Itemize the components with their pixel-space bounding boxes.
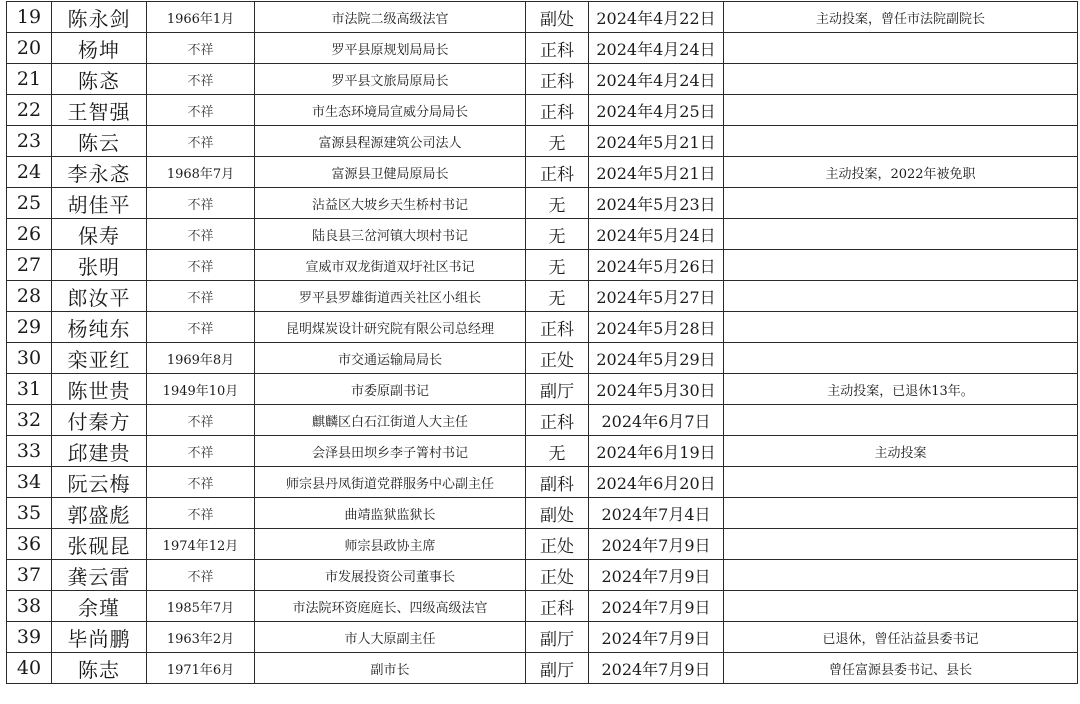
remark-cell: 主动投案，曾任市法院副院长 xyxy=(724,2,1078,33)
birth-date-cell: 不祥 xyxy=(147,219,255,250)
table-row xyxy=(7,157,1078,188)
person-name-cell: 杨坤 xyxy=(52,33,147,64)
birth-date-cell: 不祥 xyxy=(147,281,255,312)
case-date-cell: 2024年5月21日 xyxy=(589,157,724,188)
position-cell: 罗平县原规划局局长 xyxy=(255,33,526,64)
position-cell: 市委原副书记 xyxy=(255,374,526,405)
table-row xyxy=(7,188,1078,219)
birth-date-cell: 不祥 xyxy=(147,312,255,343)
case-date-cell: 2024年7月9日 xyxy=(589,653,724,684)
remark-cell xyxy=(724,498,1078,529)
table-row xyxy=(7,343,1078,374)
rank-level-cell: 正科 xyxy=(526,312,589,343)
row-number-cell: 30 xyxy=(7,343,52,374)
case-date-cell: 2024年4月25日 xyxy=(589,95,724,126)
remark-cell: 主动投案，2022年被免职 xyxy=(724,157,1078,188)
birth-date-cell: 1966年1月 xyxy=(147,2,255,33)
person-name-cell: 毕尚鹏 xyxy=(52,622,147,653)
table-row xyxy=(7,281,1078,312)
case-date-cell: 2024年5月23日 xyxy=(589,188,724,219)
birth-date-cell: 不祥 xyxy=(147,498,255,529)
rank-level-cell: 副厅 xyxy=(526,374,589,405)
birth-date-cell: 1968年7月 xyxy=(147,157,255,188)
person-name-cell: 郭盛彪 xyxy=(52,498,147,529)
row-number-cell: 28 xyxy=(7,281,52,312)
table-row xyxy=(7,2,1078,33)
table-row xyxy=(7,33,1078,64)
case-date-cell: 2024年5月21日 xyxy=(589,126,724,157)
row-number-cell: 24 xyxy=(7,157,52,188)
roster-table xyxy=(6,1,1078,684)
case-date-cell: 2024年7月9日 xyxy=(589,560,724,591)
table-row xyxy=(7,64,1078,95)
rank-level-cell: 正科 xyxy=(526,591,589,622)
rank-level-cell: 副处 xyxy=(526,498,589,529)
position-cell: 富源县卫健局原局长 xyxy=(255,157,526,188)
person-name-cell: 保寿 xyxy=(52,219,147,250)
rank-level-cell: 副科 xyxy=(526,467,589,498)
remark-cell xyxy=(724,64,1078,95)
position-cell: 市法院二级高级法官 xyxy=(255,2,526,33)
remark-cell xyxy=(724,560,1078,591)
table-row xyxy=(7,219,1078,250)
position-cell: 富源县程源建筑公司法人 xyxy=(255,126,526,157)
person-name-cell: 李永忞 xyxy=(52,157,147,188)
row-number-cell: 29 xyxy=(7,312,52,343)
row-number-cell: 21 xyxy=(7,64,52,95)
table-row xyxy=(7,95,1078,126)
table-row xyxy=(7,436,1078,467)
person-name-cell: 杨纯东 xyxy=(52,312,147,343)
remark-cell: 曾任富源县委书记、县长 xyxy=(724,653,1078,684)
rank-level-cell: 正处 xyxy=(526,343,589,374)
table-row xyxy=(7,653,1078,684)
table-row xyxy=(7,591,1078,622)
position-cell: 罗平县文旅局原局长 xyxy=(255,64,526,95)
roster-body xyxy=(7,2,1078,684)
person-name-cell: 张明 xyxy=(52,250,147,281)
table-row xyxy=(7,312,1078,343)
table-row xyxy=(7,467,1078,498)
row-number-cell: 37 xyxy=(7,560,52,591)
row-number-cell: 19 xyxy=(7,2,52,33)
row-number-cell: 36 xyxy=(7,529,52,560)
rank-level-cell: 正科 xyxy=(526,405,589,436)
rank-level-cell: 副厅 xyxy=(526,653,589,684)
remark-cell xyxy=(724,312,1078,343)
case-date-cell: 2024年6月20日 xyxy=(589,467,724,498)
person-name-cell: 邱建贵 xyxy=(52,436,147,467)
position-cell: 曲靖监狱监狱长 xyxy=(255,498,526,529)
person-name-cell: 余瑾 xyxy=(52,591,147,622)
row-number-cell: 23 xyxy=(7,126,52,157)
row-number-cell: 20 xyxy=(7,33,52,64)
case-date-cell: 2024年5月26日 xyxy=(589,250,724,281)
position-cell: 会泽县田坝乡李子箐村书记 xyxy=(255,436,526,467)
rank-level-cell: 无 xyxy=(526,250,589,281)
birth-date-cell: 1963年2月 xyxy=(147,622,255,653)
row-number-cell: 39 xyxy=(7,622,52,653)
position-cell: 市生态环境局宣威分局局长 xyxy=(255,95,526,126)
person-name-cell: 陈志 xyxy=(52,653,147,684)
case-date-cell: 2024年7月9日 xyxy=(589,622,724,653)
birth-date-cell: 不祥 xyxy=(147,95,255,126)
rank-level-cell: 无 xyxy=(526,126,589,157)
birth-date-cell: 不祥 xyxy=(147,250,255,281)
remark-cell xyxy=(724,33,1078,64)
birth-date-cell: 1949年10月 xyxy=(147,374,255,405)
rank-level-cell: 副处 xyxy=(526,2,589,33)
table-row xyxy=(7,374,1078,405)
row-number-cell: 33 xyxy=(7,436,52,467)
rank-level-cell: 正科 xyxy=(526,64,589,95)
position-cell: 陆良县三岔河镇大坝村书记 xyxy=(255,219,526,250)
table-row xyxy=(7,498,1078,529)
table-row xyxy=(7,529,1078,560)
rank-level-cell: 正科 xyxy=(526,95,589,126)
position-cell: 沾益区大坡乡天生桥村书记 xyxy=(255,188,526,219)
rank-level-cell: 无 xyxy=(526,281,589,312)
position-cell: 麒麟区白石江街道人大主任 xyxy=(255,405,526,436)
case-date-cell: 2024年6月7日 xyxy=(589,405,724,436)
position-cell: 罗平县罗雄街道西关社区小组长 xyxy=(255,281,526,312)
person-name-cell: 胡佳平 xyxy=(52,188,147,219)
person-name-cell: 栾亚红 xyxy=(52,343,147,374)
rank-level-cell: 无 xyxy=(526,188,589,219)
birth-date-cell: 不祥 xyxy=(147,33,255,64)
position-cell: 市交通运输局局长 xyxy=(255,343,526,374)
birth-date-cell: 不祥 xyxy=(147,467,255,498)
person-name-cell: 郎汝平 xyxy=(52,281,147,312)
row-number-cell: 25 xyxy=(7,188,52,219)
rank-level-cell: 无 xyxy=(526,219,589,250)
remark-cell xyxy=(724,188,1078,219)
position-cell: 市人大原副主任 xyxy=(255,622,526,653)
rank-level-cell: 正处 xyxy=(526,560,589,591)
person-name-cell: 陈忞 xyxy=(52,64,147,95)
birth-date-cell: 不祥 xyxy=(147,188,255,219)
remark-cell xyxy=(724,219,1078,250)
table-row xyxy=(7,622,1078,653)
remark-cell xyxy=(724,281,1078,312)
birth-date-cell: 不祥 xyxy=(147,405,255,436)
rank-level-cell: 正处 xyxy=(526,529,589,560)
case-date-cell: 2024年5月29日 xyxy=(589,343,724,374)
remark-cell xyxy=(724,343,1078,374)
birth-date-cell: 1985年7月 xyxy=(147,591,255,622)
person-name-cell: 陈永剑 xyxy=(52,2,147,33)
row-number-cell: 27 xyxy=(7,250,52,281)
row-number-cell: 31 xyxy=(7,374,52,405)
position-cell: 宣威市双龙街道双圩社区书记 xyxy=(255,250,526,281)
remark-cell: 主动投案，已退休13年。 xyxy=(724,374,1078,405)
case-date-cell: 2024年4月24日 xyxy=(589,64,724,95)
case-date-cell: 2024年7月4日 xyxy=(589,498,724,529)
table-row xyxy=(7,405,1078,436)
person-name-cell: 陈世贵 xyxy=(52,374,147,405)
case-date-cell: 2024年5月27日 xyxy=(589,281,724,312)
row-number-cell: 22 xyxy=(7,95,52,126)
row-number-cell: 34 xyxy=(7,467,52,498)
table-row xyxy=(7,250,1078,281)
rank-level-cell: 正科 xyxy=(526,33,589,64)
rank-level-cell: 正科 xyxy=(526,157,589,188)
birth-date-cell: 1974年12月 xyxy=(147,529,255,560)
case-date-cell: 2024年6月19日 xyxy=(589,436,724,467)
case-date-cell: 2024年5月28日 xyxy=(589,312,724,343)
case-date-cell: 2024年7月9日 xyxy=(589,591,724,622)
remark-cell xyxy=(724,467,1078,498)
rank-level-cell: 无 xyxy=(526,436,589,467)
position-cell: 师宗县丹凤街道党群服务中心副主任 xyxy=(255,467,526,498)
case-date-cell: 2024年7月9日 xyxy=(589,529,724,560)
person-name-cell: 付秦方 xyxy=(52,405,147,436)
row-number-cell: 40 xyxy=(7,653,52,684)
row-number-cell: 32 xyxy=(7,405,52,436)
remark-cell xyxy=(724,529,1078,560)
row-number-cell: 26 xyxy=(7,219,52,250)
person-name-cell: 张砚昆 xyxy=(52,529,147,560)
row-number-cell: 35 xyxy=(7,498,52,529)
person-name-cell: 陈云 xyxy=(52,126,147,157)
position-cell: 师宗县政协主席 xyxy=(255,529,526,560)
case-date-cell: 2024年5月30日 xyxy=(589,374,724,405)
position-cell: 市发展投资公司董事长 xyxy=(255,560,526,591)
birth-date-cell: 不祥 xyxy=(147,560,255,591)
table-row xyxy=(7,560,1078,591)
rank-level-cell: 副厅 xyxy=(526,622,589,653)
person-name-cell: 王智强 xyxy=(52,95,147,126)
birth-date-cell: 不祥 xyxy=(147,436,255,467)
table-row xyxy=(7,126,1078,157)
birth-date-cell: 1971年6月 xyxy=(147,653,255,684)
case-date-cell: 2024年4月24日 xyxy=(589,33,724,64)
person-name-cell: 龚云雷 xyxy=(52,560,147,591)
remark-cell xyxy=(724,95,1078,126)
remark-cell: 主动投案 xyxy=(724,436,1078,467)
birth-date-cell: 1969年8月 xyxy=(147,343,255,374)
position-cell: 副市长 xyxy=(255,653,526,684)
remark-cell xyxy=(724,405,1078,436)
birth-date-cell: 不祥 xyxy=(147,126,255,157)
remark-cell xyxy=(724,250,1078,281)
person-name-cell: 阮云梅 xyxy=(52,467,147,498)
row-number-cell: 38 xyxy=(7,591,52,622)
case-date-cell: 2024年4月22日 xyxy=(589,2,724,33)
remark-cell xyxy=(724,126,1078,157)
remark-cell: 已退休，曾任沾益县委书记 xyxy=(724,622,1078,653)
position-cell: 昆明煤炭设计研究院有限公司总经理 xyxy=(255,312,526,343)
position-cell: 市法院环资庭庭长、四级高级法官 xyxy=(255,591,526,622)
case-date-cell: 2024年5月24日 xyxy=(589,219,724,250)
birth-date-cell: 不祥 xyxy=(147,64,255,95)
remark-cell xyxy=(724,591,1078,622)
